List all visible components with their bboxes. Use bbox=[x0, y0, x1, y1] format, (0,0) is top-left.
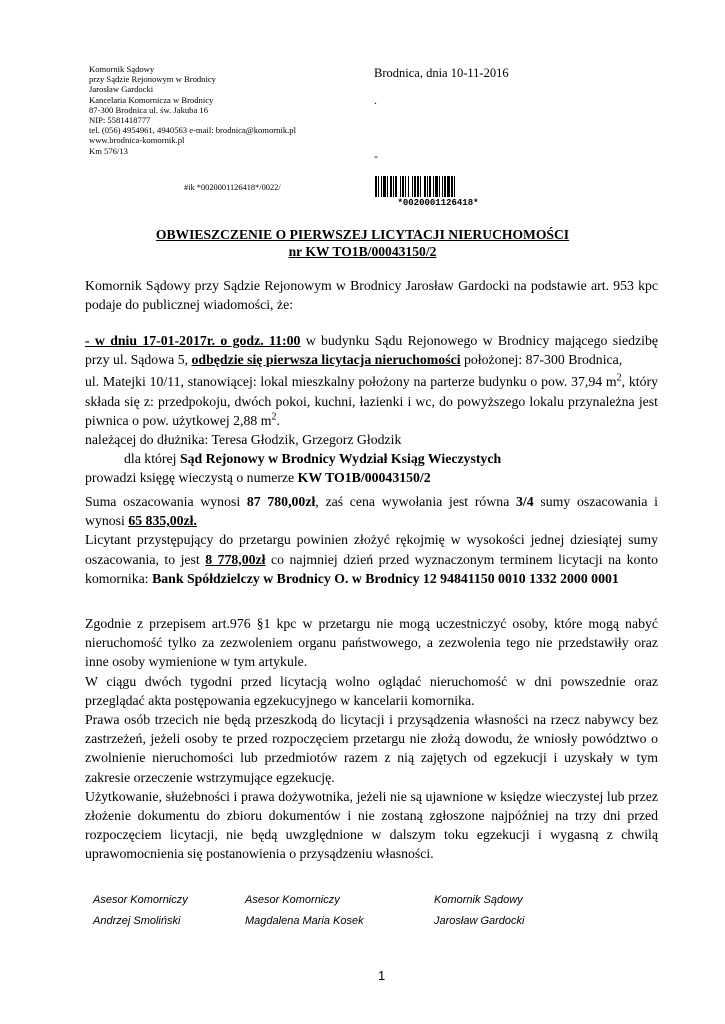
sender-line: Km 576/13 bbox=[89, 145, 128, 156]
document-date: Brodnica, dnia 10-11-2016 bbox=[374, 66, 509, 80]
sender-line: www.brodnica-komornik.pl bbox=[89, 135, 185, 146]
register-line: prowadzi księgę wieczystą o numerze KW TO1B/00043150/2 bbox=[85, 470, 431, 486]
barcode-text: *0020001126418* bbox=[397, 198, 479, 206]
price-fraction: 3/4 bbox=[516, 494, 534, 509]
sender-line: Jarosław Gardocki bbox=[89, 84, 154, 95]
legal-paragraphs bbox=[85, 614, 658, 864]
register-number: KW TO1B/00043150/2 bbox=[297, 470, 431, 486]
sender-line: Komornik Sądowy bbox=[89, 64, 155, 74]
court-name: Sąd Rejonowy w Brodnicy Wydział Ksiąg Wieczystych bbox=[179, 451, 502, 467]
auction-paragraph: - w dniu 17-01-2017r. o godz. 11:00 w budynku Sądu Rejonowego w Brodnicy mającego siedzibę przy ul. Sądowa 5, odbędzie się pierwsza licytacja nieruchomości położonej: 87-300 Brodnica, ul. Matejki 10/11, stanowiącej: lokal mieszkalny położony na parterze budynku o pow. 37,94 $m^2$, który składa się z: przedpokoju, dwóch pokoi, kuchni, łazienki i wc, do powyższego lokalu przynależna jest piwnica o pow. użytkowej 2,88 $m^2$. należącej do dłużnika: Teresa Głodzik, Grzegorz Głodzik dla której Sąd Rejonowy w Brodnicy Wydział Ksiąg Wieczystych prowadzi księgę wieczystą o numerze KW TO1B/00043150/2 bbox=[85, 331, 658, 488]
document-title: OBWIESZCZENIE O PIERWSZEJ LICYTACJI NIERUCHOMOŚCI bbox=[155, 227, 570, 242]
intro-paragraph: Komornik Sądowy przy Sądzie Rejonowym w Brodnicy Jarosław Gardocki na podstawie art. 953 kpc podaje do publicznej wiadomości, że: bbox=[85, 278, 658, 313]
page-number: 1 bbox=[378, 968, 386, 983]
sender-line: przy Sądzie Rejonowym w Brodnicy bbox=[89, 74, 216, 85]
legal-paragraph: Zgodnie z przepisem art.976 §1 kpc w przetargu nie mogą uczestniczyć osoby, które mogą nabyć nieruchomość tylko za zezwoleniem organu państwowego, a zezwolenia tego nie przedstawiły oraz inne osoby wymienione w tym artykule. bbox=[85, 616, 658, 670]
deposit-paragraph: Licytant przystępujący do przetargu powinien złożyć rękojmię w wysokości jednej dziesiątej sumy oszacowania, to jest 8 778,00zł co najmniej dzień przed wyznaczonym terminem licytacji na konto komornika: Bank Spółdzielczy w Brodnicy O. w Brodnicy 12 94841150 0010 1332 2000 0001 bbox=[85, 532, 659, 586]
signature-bailiff: Komornik Sądowy Jarosław Gardocki bbox=[434, 894, 525, 927]
debtor-line: należącej do dłużnika: Teresa Głodzik, Grzegorz Głodzik bbox=[85, 432, 402, 448]
valuation-sum: 87 780,00zł bbox=[246, 494, 316, 509]
sender-block bbox=[89, 64, 349, 156]
legal-paragraph: W ciągu dwóch tygodni przed licytacją wolno oglądać nieruchomość w dni powszednie oraz przeglądać akta postępowania egzekucyjnego w kancelarii komornika. bbox=[85, 673, 658, 708]
signature-assessor-1: Asesor Komorniczy Andrzej Smoliński bbox=[93, 894, 188, 927]
sender-line: Kancelaria Komornicza w Brodnicy bbox=[89, 94, 214, 105]
valuation-paragraph: Suma oszacowania wynosi 87 780,00zł, zaś cena wywołania jest równa 3/4 sumy oszacowania i wynosi 65 835,00zł. Licytant przystępujący do przetargu powinien złożyć rękojmię w wysokości jednej dziesiątej sumy oszacowania, to jest 8 778,00zł co najmniej dzień przed wyznaczonym terminem licytacji na konto komornika: Bank Spółdzielczy w Brodnicy O. w Brodnicy 12 94841150 0010 1332 2000 0001 bbox=[85, 492, 658, 588]
starting-price: 65 835,00zł. bbox=[128, 513, 197, 529]
placeholder-dash: - bbox=[374, 149, 378, 163]
document-subtitle: nr KW TO1B/00043150/2 bbox=[288, 244, 437, 259]
auction-announcement: odbędzie się pierwsza licytacja nieruchomości bbox=[191, 352, 461, 368]
sender-line: tel. (056) 4954961, 4940563 e-mail: brodnica@komornik.pl bbox=[89, 125, 296, 136]
signature-assessor-2: Asesor Komorniczy Magdalena Maria Kosek bbox=[245, 894, 364, 927]
barcode bbox=[375, 176, 501, 206]
deposit-amount: 8 778,00zł bbox=[205, 551, 266, 567]
court-line: dla której Sąd Rejonowy w Brodnicy Wydział Ksiąg Wieczystych bbox=[124, 451, 502, 467]
bank-account: Bank Spółdzielczy w Brodnicy O. w Brodnicy 12 94841150 0010 1332 2000 0001 bbox=[152, 570, 619, 586]
reference-code: #ik *0020001126418*/0022/ bbox=[184, 183, 281, 192]
auction-date: - w dniu 17-01-2017r. o godz. 11:00 bbox=[85, 333, 301, 348]
legal-paragraph: Prawa osób trzecich nie będą przeszkodą do licytacji i przysądzenia własności na rzecz nabywcy bez zastrzeżeń, jeżeli osoby te przed rozpoczęciem przetargu nie złożą dowodu, że wniosły powództwo o zwolnienie nieruchomości lub przedmiotów razem z nią zajętych od egzekucji i uzyskały w tym zakresie orzeczenie wstrzymujące egzekucję. bbox=[85, 712, 658, 785]
legal-paragraph: Użytkowanie, służebności i prawa dożywotnika, jeżeli nie są ujawnione w księdze wieczystej lub przez złożenie dokumentu do zbioru dokumentów i nie zostaną zgłoszone najpóźniej na trzy dni przed rozpoczęciem licytacji, nie będą uwzględnione w dalszym toku egzekucji i wygasną z chwilą uprawomocnienia się postanowienia o przysądzeniu własności. bbox=[85, 788, 658, 862]
sender-line: NIP: 5581418777 bbox=[89, 115, 151, 126]
sender-line: 87-300 Brodnica ul. św. Jakuba 16 bbox=[89, 104, 209, 115]
placeholder-dot: . bbox=[374, 93, 377, 107]
